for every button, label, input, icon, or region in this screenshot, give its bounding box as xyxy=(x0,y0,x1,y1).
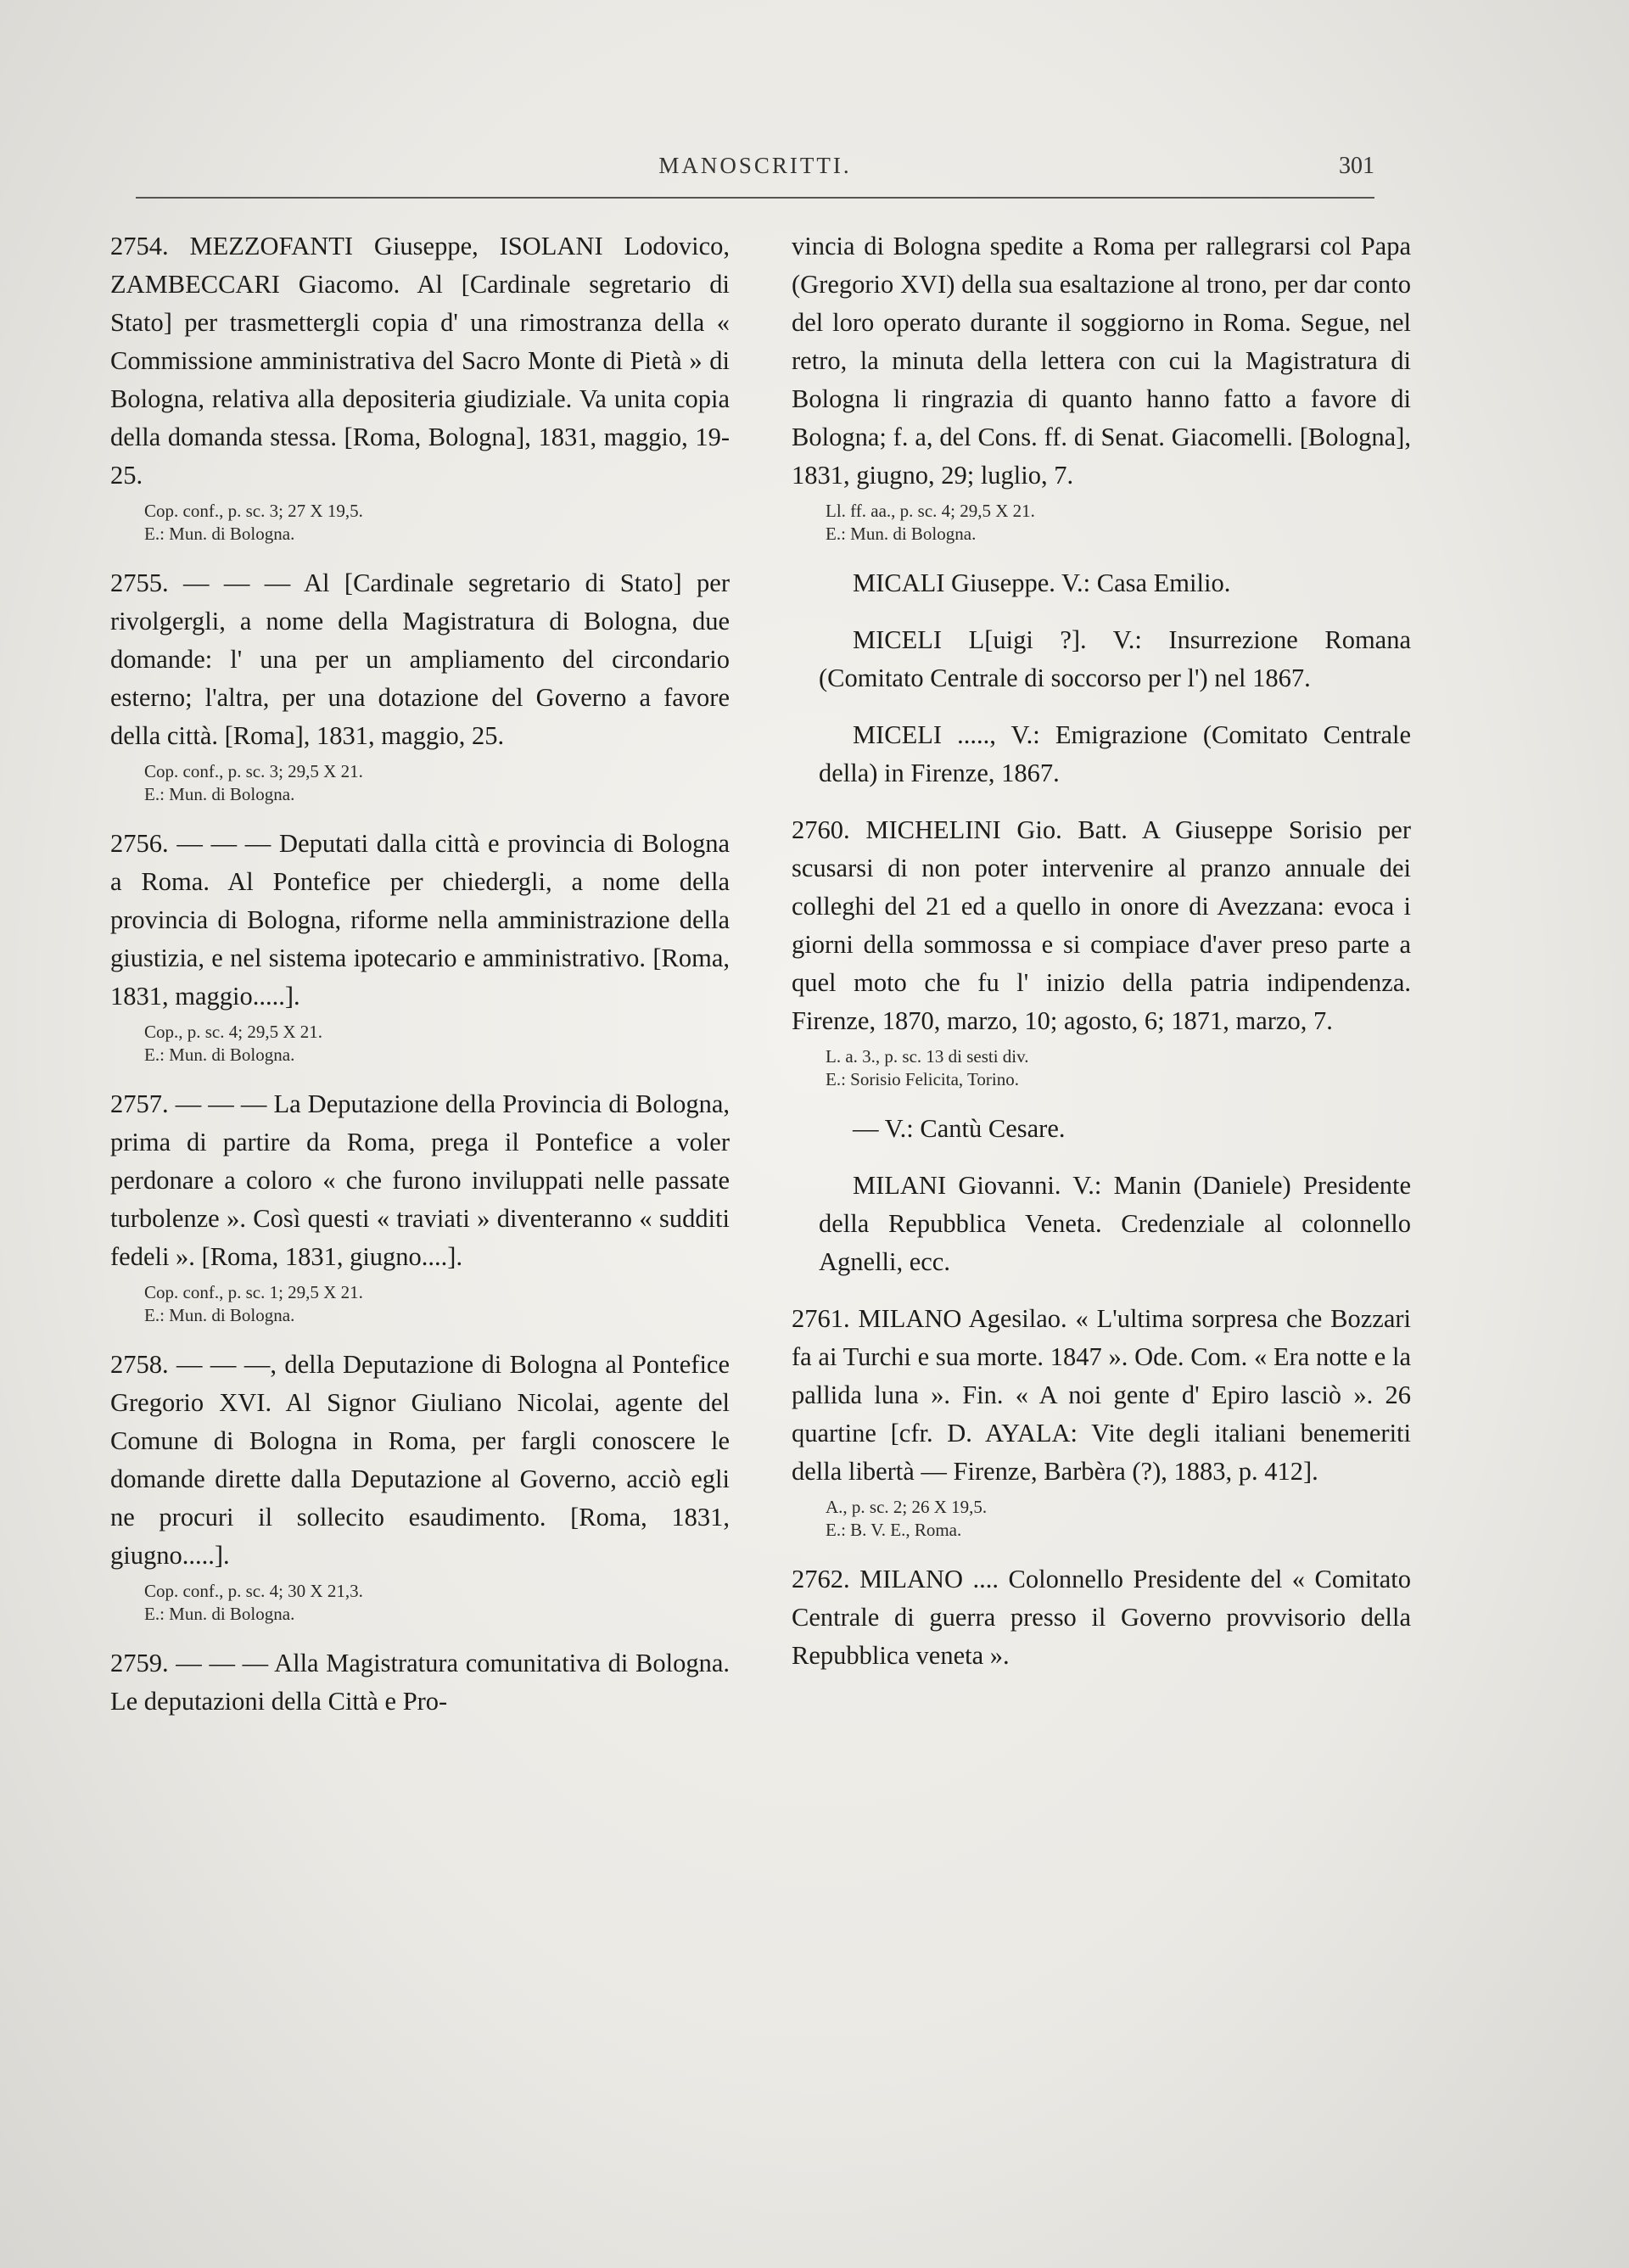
entry-note: E.: Mun. di Bologna. xyxy=(144,1604,295,1624)
entry-note: E.: Mun. di Bologna. xyxy=(144,524,295,544)
entry-note: Cop. conf., p. sc. 1; 29,5 X 21. xyxy=(144,1282,363,1302)
entry-text: 2757. — — — La Deputazione della Provincia di Bologna, prima di partire da Roma, prega il Pontefice a voler perdonare a coloro « che furono inviluppati nelle passate turbolenze ». Così questi « traviati » diventeranno « sudditi fedeli ». [Roma, 1831, giugno....]. xyxy=(110,1089,730,1271)
entry-text: 2756. — — — Deputati dalla città e provincia di Bologna a Roma. Al Pontefice per chiedergli, a nome della provincia di Bologna, riforme nella amministrazione della giustizia, e nel sistema ipotecario e amministrativo. [Roma, 1831, maggio.....]. xyxy=(110,829,730,1011)
cross-reference-text: — V.: Cantù Cesare. xyxy=(853,1114,1066,1143)
entry-note: E.: Mun. di Bologna. xyxy=(826,524,977,544)
entry-text: 2758. — — —, della Deputazione di Bologna al Pontefice Gregorio XVI. Al Signor Giuliano Nicolai, agente del Comune di Bologna in Roma, per fargli conoscere le domande dirette dalla Deputazione al Governo, acciò egli ne procuri il sollecito esaudimento. [Roma, 1831, giugno.....]. xyxy=(110,1350,730,1570)
entry-text: 2762. MILANO .... Colonnello Presidente del « Comitato Centrale di guerra presso il Governo provvisorio della Repubblica veneta ». xyxy=(792,1565,1411,1670)
entry-note: A., p. sc. 2; 26 X 19,5. xyxy=(826,1497,988,1517)
catalog-entry-2760 xyxy=(792,811,1411,1091)
entry-text: 2761. MILANO Agesilao. « L'ultima sorpresa che Bozzari fa ai Turchi e sua morte. 1847 ». Ode. Com. « Era notte e la pallida luna ». Fin. « A noi gente d' Epiro lasciò ». 26 quartine [cfr. D. AYALA: Vite degli italiani benemeriti della libertà — Firenze, Barbèra (?), 1883, p. 412]. xyxy=(792,1304,1411,1486)
catalog-entry-2758 xyxy=(110,1346,730,1626)
cross-reference-miceli-luigi xyxy=(792,621,1411,697)
cross-reference-miceli xyxy=(792,716,1411,792)
header-rule xyxy=(136,197,1374,199)
cross-reference-micali xyxy=(792,564,1411,602)
entry-note: E.: Mun. di Bologna. xyxy=(144,784,295,804)
entry-note: Ll. ff. aa., p. sc. 4; 29,5 X 21. xyxy=(826,501,1035,521)
entry-text: 2754. MEZZOFANTI Giuseppe, ISOLANI Lodovico, ZAMBECCARI Giacomo. Al [Cardinale segretario di Stato] per trasmettergli copia d' una rimostranza della « Commissione amministrativa del Sacro Monte di Pietà » di Bologna, relativa alla depositeria giudiziale. Va unita copia della domanda stessa. [Roma, Bologna], 1831, maggio, 19-25. xyxy=(110,232,730,490)
cross-reference-cantu xyxy=(792,1110,1411,1148)
entry-note: Cop. conf., p. sc. 3; 27 X 19,5. xyxy=(144,501,363,521)
catalog-entry-2757 xyxy=(110,1085,730,1327)
catalog-entry-2762 xyxy=(792,1560,1411,1675)
catalog-entry-2756 xyxy=(110,825,730,1067)
catalog-entry-2761 xyxy=(792,1300,1411,1542)
right-column xyxy=(792,227,1411,1694)
entry-text: 2755. — — — Al [Cardinale segretario di Stato] per rivolgergli, a nome della Magistratura di Bologna, due domande: l' una per un ampliamento del circondario esterno; l'altra, per una dotazione del Governo a favore della città. [Roma], 1831, maggio, 25. xyxy=(110,568,730,750)
entry-note: L. a. 3., p. sc. 13 di sesti div. xyxy=(826,1046,1029,1067)
page-number: 301 xyxy=(1339,153,1374,179)
cross-reference-milani xyxy=(792,1167,1411,1281)
entry-note: E.: Mun. di Bologna. xyxy=(144,1044,295,1065)
entry-text: 2760. MICHELINI Gio. Batt. A Giuseppe Sorisio per scusarsi di non poter intervenire al pranzo annuale dei colleghi del 21 ed a quello in onore di Avezzana: evoca i giorni della sommossa e si compiace d'aver preso parte a quel moto che fu l' inizio della patria indipendenza. Firenze, 1870, marzo, 10; agosto, 6; 1871, marzo, 7. xyxy=(792,815,1411,1035)
cross-reference-text: MICELI L[uigi ?]. V.: Insurrezione Romana (Comitato Centrale di soccorso per l') nel 1867. xyxy=(819,625,1411,692)
entry-note: Cop., p. sc. 4; 29,5 X 21. xyxy=(144,1022,322,1042)
left-column xyxy=(110,227,730,1739)
entry-note: E.: Sorisio Felicita, Torino. xyxy=(826,1069,1019,1089)
catalog-entry-2755 xyxy=(110,564,730,806)
entry-note: E.: B. V. E., Roma. xyxy=(826,1520,962,1540)
page-header xyxy=(136,153,1374,195)
cross-reference-text: MICALI Giuseppe. V.: Casa Emilio. xyxy=(853,568,1231,597)
entry-text: vincia di Bologna spedite a Roma per rallegrarsi col Papa (Gregorio XVI) della sua esaltazione al trono, per dar conto del loro operato durante il soggiorno in Roma. Segue, nel retro, la minuta della lettera con cui la Magistratura di Bologna li ringrazia di quanto hanno fatto a favore di Bologna; f. a, del Cons. ff. di Senat. Giacomelli. [Bologna], 1831, giugno, 29; luglio, 7. xyxy=(792,232,1411,490)
catalog-entry-2759-continued xyxy=(792,227,1411,546)
entry-note: Cop. conf., p. sc. 4; 30 X 21,3. xyxy=(144,1581,363,1601)
catalog-entry-2759 xyxy=(110,1644,730,1721)
entry-text: 2759. — — — Alla Magistratura comunitativa di Bologna. Le deputazioni della Città e Pro- xyxy=(110,1649,730,1716)
entry-note: Cop. conf., p. sc. 3; 29,5 X 21. xyxy=(144,761,363,781)
catalog-entry-2754 xyxy=(110,227,730,546)
entry-note: E.: Mun. di Bologna. xyxy=(144,1305,295,1325)
cross-reference-text: MICELI ....., V.: Emigrazione (Comitato Centrale della) in Firenze, 1867. xyxy=(819,720,1411,787)
running-title: MANOSCRITTI. xyxy=(658,153,852,178)
cross-reference-text: MILANI Giovanni. V.: Manin (Daniele) Presidente della Repubblica Veneta. Credenziale al colonnello Agnelli, ecc. xyxy=(819,1171,1411,1276)
